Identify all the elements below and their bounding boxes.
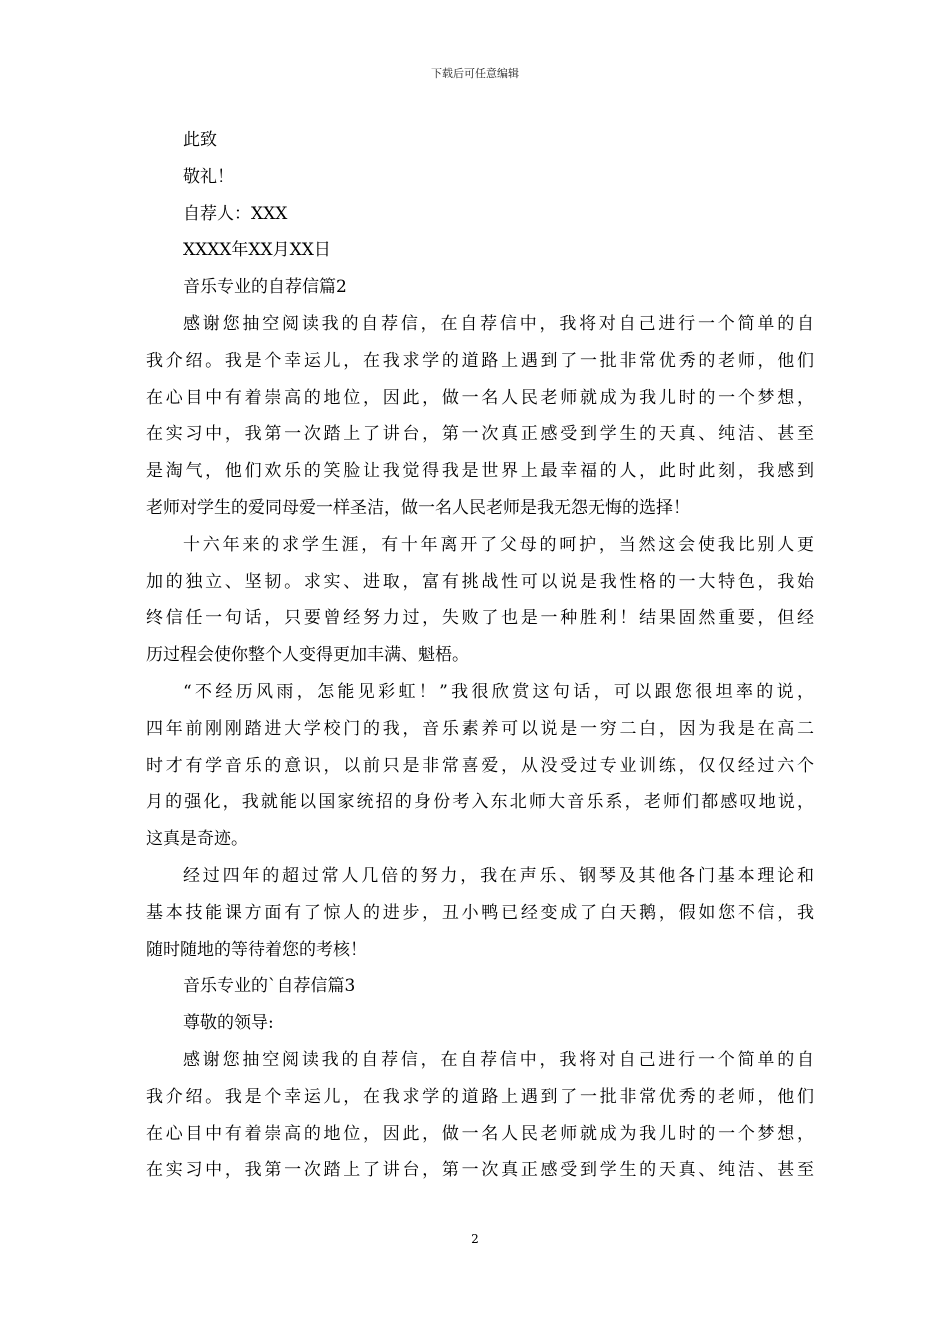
text-line: 基本技能课方面有了惊人的进步，丑小鸭已经变成了白天鹅，假如您不信，我 — [146, 902, 814, 923]
text-line: 老师对学生的爱同母爱一样圣洁，做一名人民老师是我无怨无悔的选择！ — [146, 497, 690, 518]
text-line: 我介绍。我是个幸运儿，在我求学的道路上遇到了一批非常优秀的老师，他们 — [146, 350, 814, 371]
text-line: 历过程会使你整个人变得更加丰满、魁梧。 — [146, 645, 469, 666]
text-line: 这真是奇迹。 — [146, 829, 248, 850]
text-line: 音乐专业的`自荐信篇3 — [183, 976, 356, 997]
text-line: 在实习中，我第一次踏上了讲台，第一次真正感受到学生的天真、纯洁、甚至 — [146, 424, 814, 445]
text-line: 自荐人：XXX — [183, 203, 288, 224]
text-line: 敬礼！ — [183, 166, 234, 187]
text-line: 随时随地的等待着您的考核！ — [146, 939, 367, 960]
text-line: 音乐专业的自荐信篇2 — [183, 277, 347, 298]
text-line: 在实习中，我第一次踏上了讲台，第一次真正感受到学生的天真、纯洁、甚至 — [146, 1160, 814, 1181]
document-body — [146, 122, 814, 1189]
text-line: 在心目中有着崇高的地位，因此，做一名人民老师就成为我儿时的一个梦想， — [146, 387, 814, 408]
text-line: 月的强化，我就能以国家统招的身份考入东北师大音乐系，老师们都感叹地说， — [146, 792, 814, 813]
text-line: 在心目中有着崇高的地位，因此，做一名人民老师就成为我儿时的一个梦想， — [146, 1123, 814, 1144]
text-line: 四年前刚刚踏进大学校门的我，音乐素养可以说是一穷二白，因为我是在高二 — [146, 718, 814, 739]
text-line: 感谢您抽空阅读我的自荐信，在自荐信中，我将对自己进行一个简单的自 — [183, 313, 814, 334]
page-number: 2 — [471, 1232, 479, 1246]
text-line: 是淘气，他们欢乐的笑脸让我觉得我是世界上最幸福的人，此时此刻，我感到 — [146, 461, 814, 482]
text-line: 终信任一句话，只要曾经努力过，失败了也是一种胜利！结果固然重要，但经 — [146, 608, 814, 629]
text-line: 感谢您抽空阅读我的自荐信，在自荐信中，我将对自己进行一个简单的自 — [183, 1049, 814, 1070]
text-line: 十六年来的求学生涯，有十年离开了父母的呵护，当然这会使我比别人更 — [183, 534, 814, 555]
text-line: 尊敬的领导: — [183, 1013, 274, 1034]
text-line: 经过四年的超过常人几倍的努力，我在声乐、钢琴及其他各门基本理论和 — [183, 865, 814, 886]
text-line: 我介绍。我是个幸运儿，在我求学的道路上遇到了一批非常优秀的老师，他们 — [146, 1086, 814, 1107]
text-line: 时才有学音乐的意识，以前只是非常喜爱，从没受过专业训练，仅仅经过六个 — [146, 755, 814, 776]
text-line: 此致 — [183, 130, 217, 150]
text-line: XXXX年XX月XX日 — [183, 240, 331, 261]
text-line: 加的独立、坚韧。求实、进取，富有挑战性可以说是我性格的一大特色，我始 — [146, 571, 814, 592]
text-line: “不经历风雨，怎能见彩虹！”我很欣赏这句话，可以跟您很坦率的说， — [183, 681, 814, 702]
page-header: 下载后可任意编辑 — [431, 67, 519, 80]
